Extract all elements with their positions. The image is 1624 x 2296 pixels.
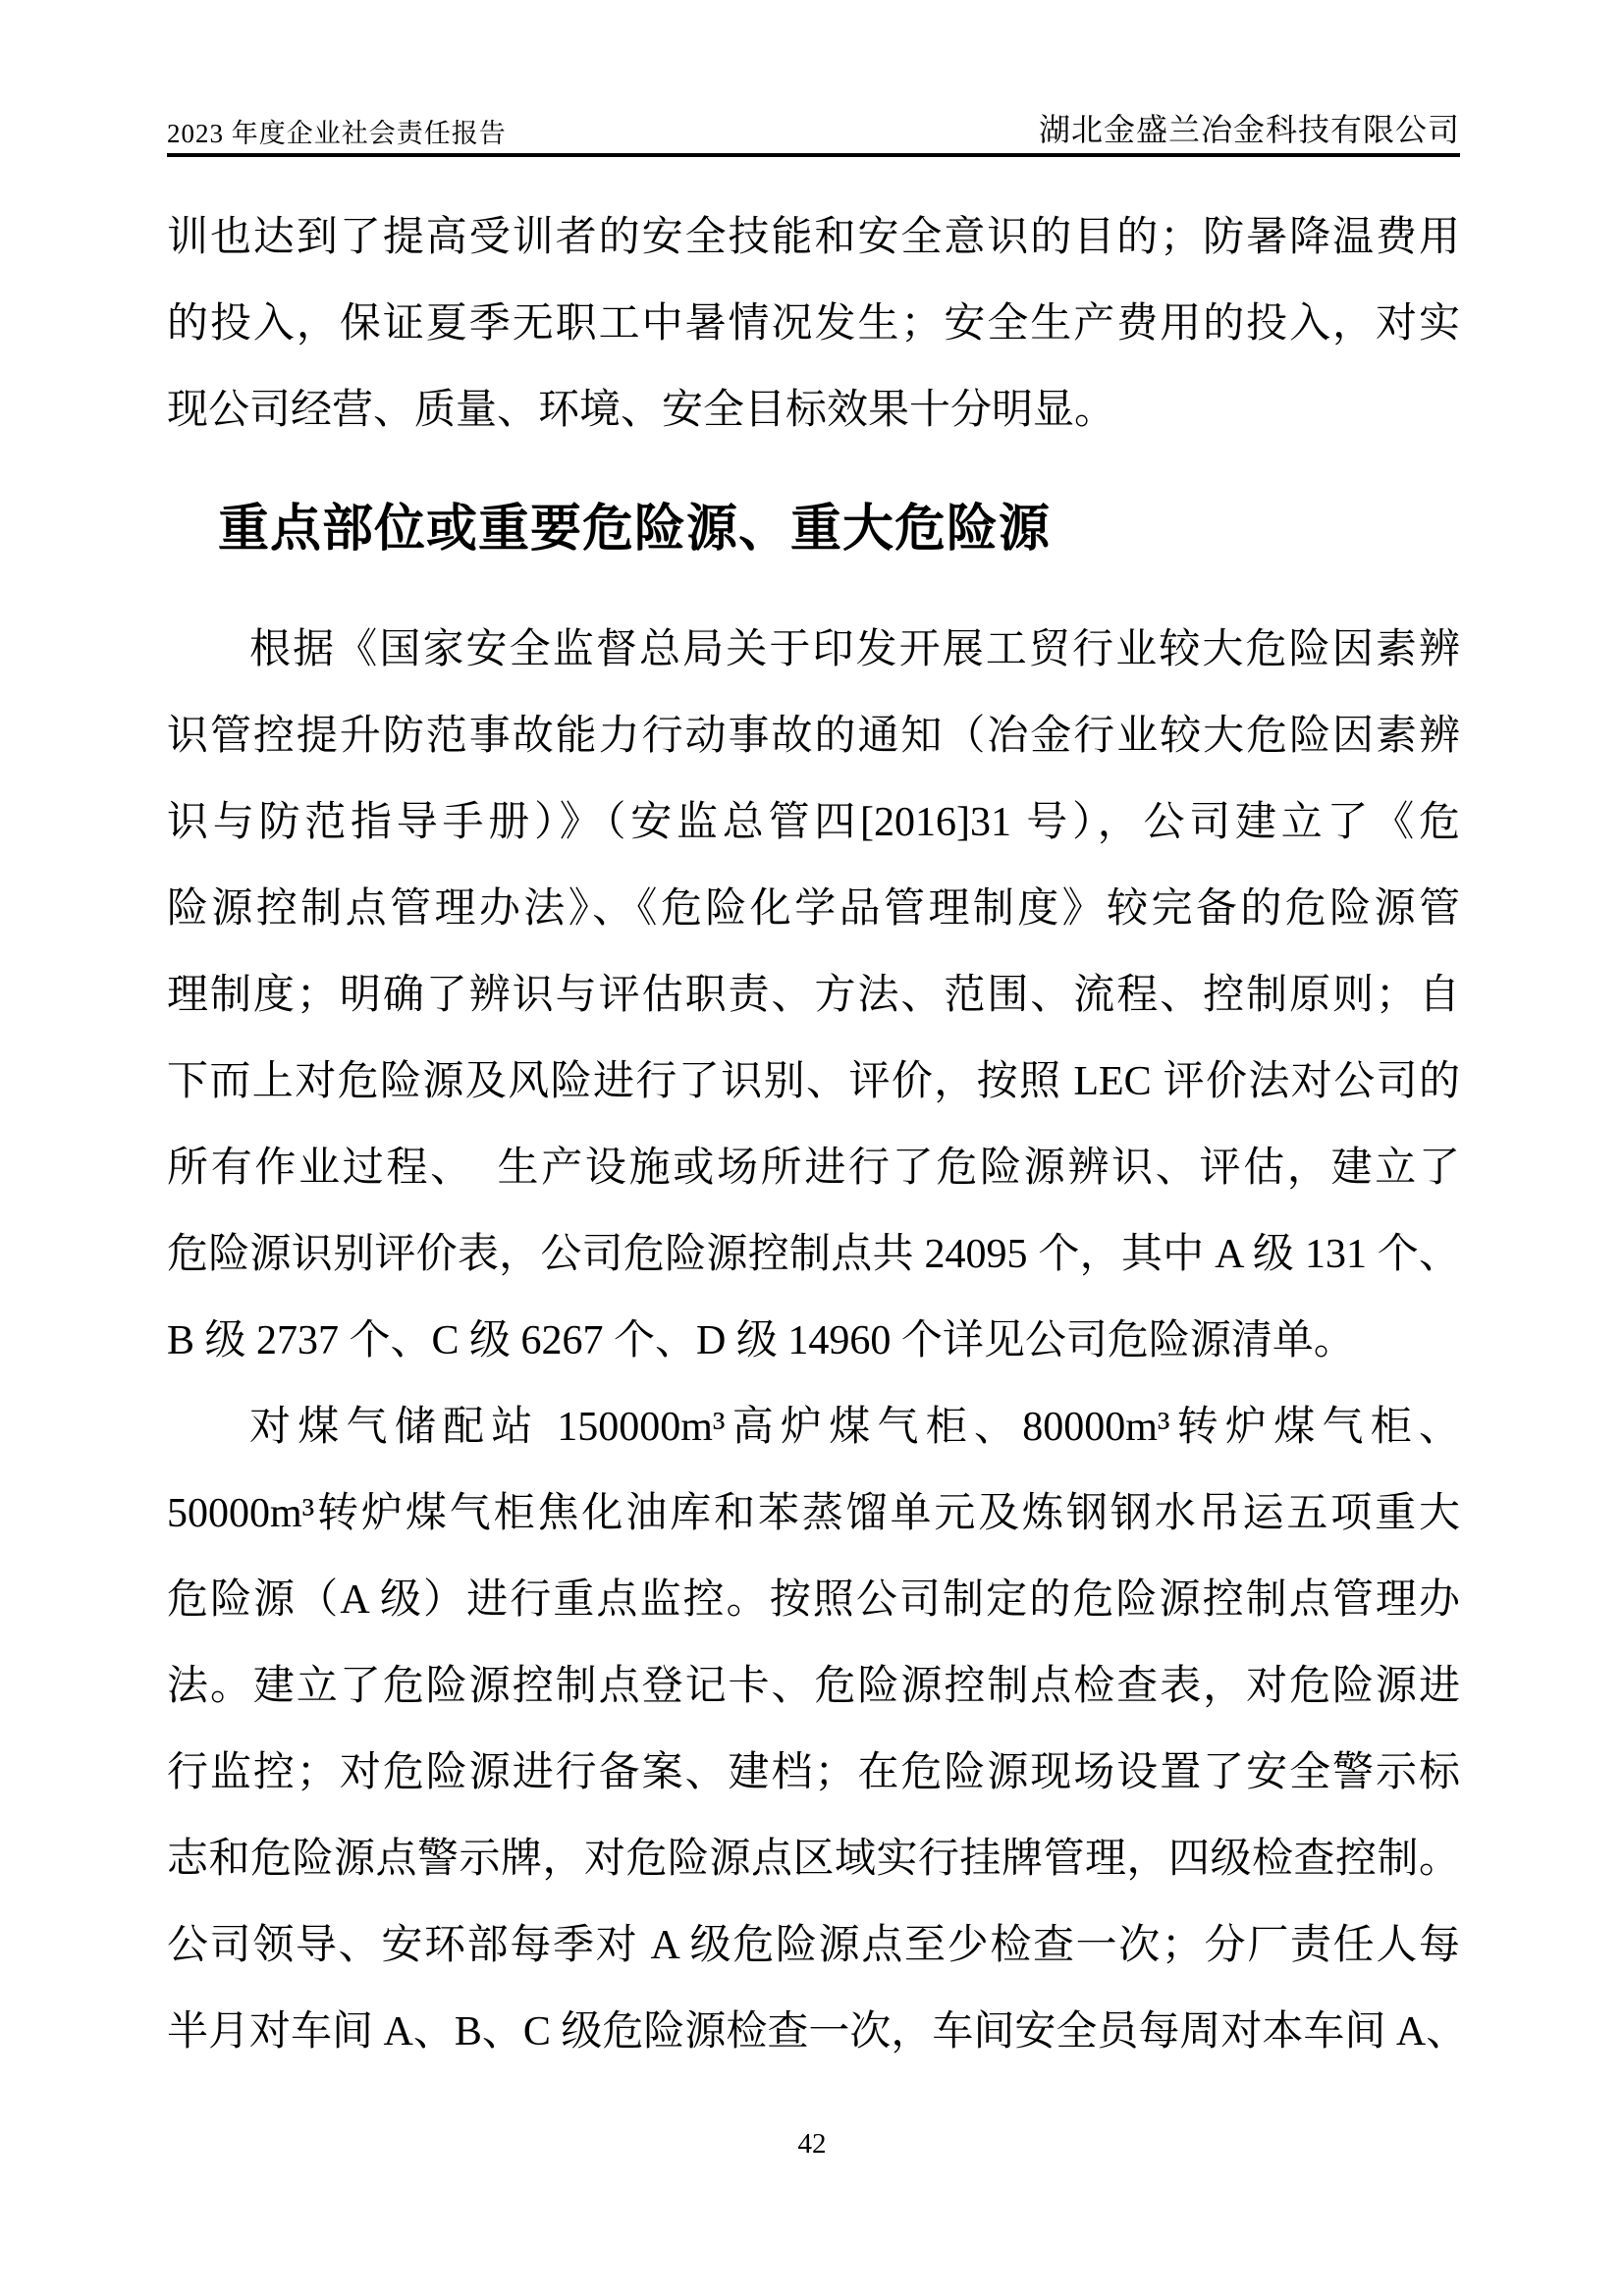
text-line: 危险源（A 级）进行重点监控。按照公司制定的危险源控制点管理办 [167, 1577, 1460, 1623]
text-line: 志和危险源点警示牌，对危险源点区域实行挂牌管理，四级检查控制。 [167, 1837, 1460, 1882]
text-line: 半月对车间 A、B、C 级危险源检查一次，车间安全员每周对本车间 A、 [167, 2009, 1468, 2055]
text-line: 法。建立了危险源控制点登记卡、危险源控制点检查表，对危险源进 [167, 1664, 1460, 1709]
text-line: 训也达到了提高受训者的安全技能和安全意识的目的；防暑降温费用 [167, 215, 1460, 260]
text-line: 险源控制点管理办法》、《危险化学品管理制度》较完备的危险源管 [167, 886, 1460, 932]
text-line: 危险源识别评价表，公司危险源控制点共 24095 个，其中 A 级 131 个、 [167, 1232, 1460, 1277]
text-line: 识与防范指导手册）》（安监总管四[2016]31 号），公司建立了《危 [167, 800, 1460, 845]
paragraph-3 [167, 1384, 1468, 2075]
text-line: 所有作业过程、 生产设施或场所进行了危险源辨识、评估，建立了 [167, 1146, 1460, 1191]
text-line: 现公司经营、质量、环境、安全目标效果十分明显。 [167, 388, 1116, 433]
header-report-title: 2023 年度企业社会责任报告 [167, 119, 507, 148]
section-heading: 重点部位或重要危险源、重大危险源 [218, 501, 1052, 558]
header-company-name: 湖北金盛兰冶金科技有限公司 [1038, 112, 1460, 147]
paragraph-1 [167, 194, 1460, 454]
page-number: 42 [797, 2128, 827, 2160]
text-line: B 级 2737 个、C 级 6267 个、D 级 14960 个详见公司危险源清单。 [167, 1318, 1355, 1363]
document-body [167, 194, 1468, 2075]
text-line: 理制度；明确了辨识与评估职责、方法、范围、流程、控制原则；自 [167, 973, 1460, 1018]
text-line: 识管控提升防范事故能力行动事故的通知（冶金行业较大危险因素辨 [167, 714, 1460, 759]
text-line: 公司领导、安环部每季对 A 级危险源点至少检查一次；分厂责任人每 [167, 1923, 1460, 1968]
page-header [167, 0, 1460, 157]
text-line: 下而上对危险源及风险进行了识别、评价，按照 LEC 评价法对公司的 [167, 1059, 1460, 1104]
text-line: 50000m³转炉煤气柜焦化油库和苯蒸馏单元及炼钢钢水吊运五项重大 [167, 1491, 1460, 1536]
text-line: 的投入，保证夏季无职工中暑情况发生；安全生产费用的投入，对实 [167, 301, 1460, 347]
text-line: 对煤气储配站 150000m³高炉煤气柜、80000m³转炉煤气柜、 [249, 1405, 1460, 1450]
text-line: 行监控；对危险源进行备案、建档；在危险源现场设置了安全警示标 [167, 1750, 1460, 1795]
paragraph-2 [167, 607, 1460, 1384]
text-line: 根据《国家安全监督总局关于印发开展工贸行业较大危险因素辨 [249, 627, 1460, 672]
